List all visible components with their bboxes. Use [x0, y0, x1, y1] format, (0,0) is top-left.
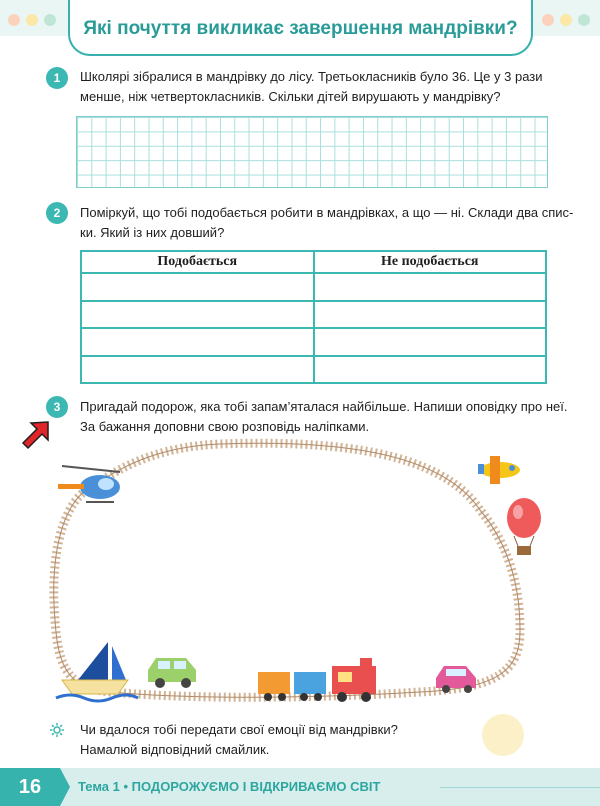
car-icon — [148, 658, 196, 688]
table-cell[interactable] — [81, 328, 314, 356]
likes-table — [80, 250, 547, 384]
table-row — [81, 273, 546, 301]
decor-dot — [578, 14, 590, 26]
page-number: 16 — [0, 768, 60, 806]
table-header-row — [81, 251, 546, 273]
footer-divider — [440, 787, 600, 788]
bonus-line-1: Чи вдалося тобі передати свої емоції від мандрівки? — [80, 722, 398, 737]
table-cell[interactable] — [81, 273, 314, 301]
decor-dot — [44, 14, 56, 26]
task-number-2: 2 — [46, 202, 68, 224]
footer-topic: Тема 1 • ПОДОРОЖУЄМО І ВІДКРИВАЄМО СВІТ — [78, 779, 381, 794]
table-cell[interactable] — [314, 301, 547, 329]
hot-air-balloon-icon — [507, 498, 541, 555]
page-title: Які почуття викликає завершення мандрівки? — [83, 18, 518, 39]
table-row — [81, 328, 546, 356]
page-number-notch — [60, 768, 70, 806]
table-cell[interactable] — [314, 273, 547, 301]
title-box — [68, 0, 533, 56]
airplane-icon — [478, 456, 520, 484]
task-number-3: 3 — [46, 396, 68, 418]
decor-dot — [560, 14, 572, 26]
decor-dot — [26, 14, 38, 26]
task-1-line-2: менше, ніж четвертокласників. Скільки дітей вирушають у мандрівку? — [80, 89, 501, 104]
decor-dot — [542, 14, 554, 26]
task-2-line-1: Поміркуй, що тобі подобається робити в мандрівках, а що — ні. Склади два спис- — [80, 205, 574, 220]
answer-grid[interactable] — [76, 116, 548, 188]
decor-dot — [8, 14, 20, 26]
task-2-line-2: ки. Який із них довший? — [80, 225, 225, 240]
table-cell[interactable] — [81, 301, 314, 329]
task-3-line-1: Пригадай подорож, яка тобі запам’яталася найбільше. Напиши оповідку про неї. — [80, 399, 568, 414]
task-2-text — [80, 203, 573, 243]
smiley-drawing-area[interactable] — [482, 714, 524, 756]
table-cell[interactable] — [314, 356, 547, 384]
bonus-line-2: Намалюй відповідний смайлик. — [80, 742, 270, 757]
task-3-line-2: За бажання доповни свою розповідь наліпками. — [80, 419, 370, 434]
column-header-dislike: Не подобається — [314, 251, 547, 273]
column-header-like: Подобається — [81, 251, 314, 273]
task-1-line-1: Школярі зібралися в мандрівку до лісу. Третьокласників було 36. Це у 3 рази — [80, 69, 543, 84]
table-cell[interactable] — [81, 356, 314, 384]
task-1-text — [80, 67, 543, 107]
task-number-1: 1 — [46, 67, 68, 89]
bonus-task-text — [80, 720, 398, 760]
sun-bullet-icon — [50, 723, 64, 737]
table-row — [81, 356, 546, 384]
table-cell[interactable] — [314, 328, 547, 356]
table-row — [81, 301, 546, 329]
railway-illustration — [0, 430, 600, 720]
helicopter-icon — [58, 466, 120, 502]
